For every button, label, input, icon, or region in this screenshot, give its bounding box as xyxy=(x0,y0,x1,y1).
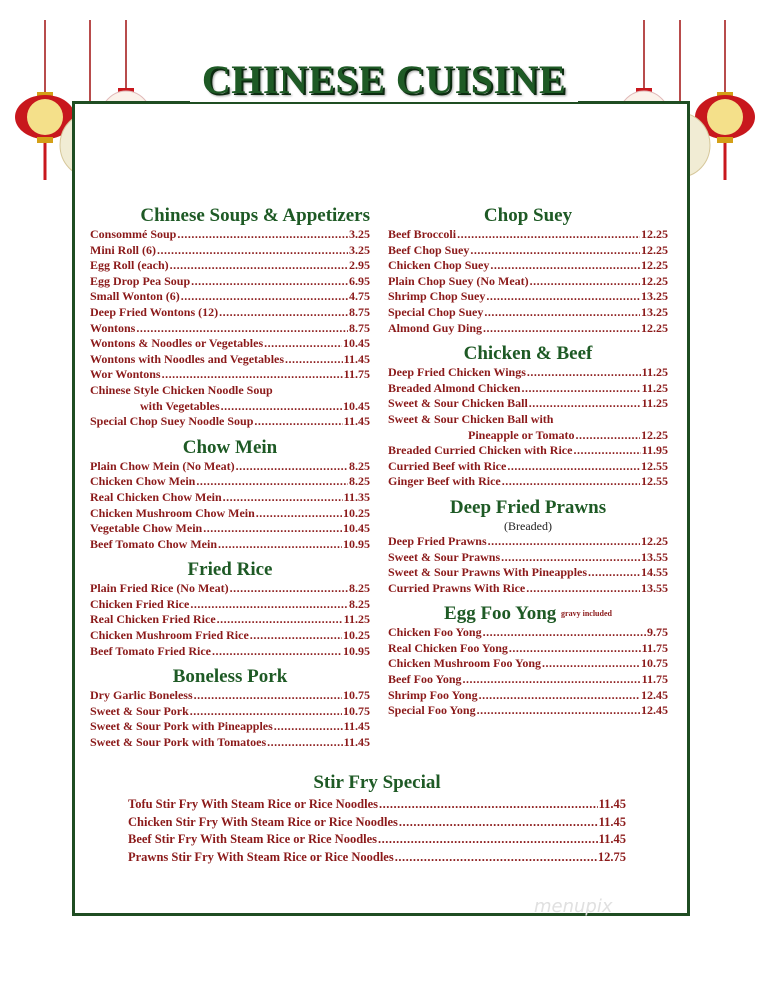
menu-item: Consommé Soup ..... 3.25 xyxy=(90,227,370,243)
menu-item: Chicken Mushroom Fried Rice ..... 10.25 xyxy=(90,628,370,644)
menu-item: Real Chicken Chow Mein ..... 11.35 xyxy=(90,490,370,506)
menu-item: Wor Wontons ..... 11.75 xyxy=(90,367,370,383)
menu-item: Prawns Stir Fry With Steam Rice or Rice Noodles ..... 12.75 xyxy=(128,849,626,867)
menu-item: Chicken Mushroom Foo Yong ..... 10.75 xyxy=(388,656,668,672)
section-heading-soups: Chinese Soups & Appetizers xyxy=(140,205,370,226)
section-heading-pork: Boneless Pork xyxy=(172,666,288,688)
menu-item: Sweet & Sour Prawns ..... 13.55 xyxy=(388,550,668,566)
menu-item: Tofu Stir Fry With Steam Rice or Rice Noodles ..... 11.45 xyxy=(128,796,626,814)
menu-item: Chicken Foo Yong ..... 9.75 xyxy=(388,625,668,641)
menu-item: Ginger Beef with Rice ..... 12.55 xyxy=(388,474,668,490)
foo-yong-note: gravy included xyxy=(561,609,612,619)
menu-item: Beef Broccoli ..... 12.25 xyxy=(388,227,668,243)
menu-item: Deep Fried Chicken Wings ..... 11.25 xyxy=(388,365,668,381)
section-chow-mein xyxy=(90,459,370,553)
menu-item: Curried Beef with Rice ..... 12.55 xyxy=(388,459,668,475)
menu-item: Chicken Chow Mein ..... 8.25 xyxy=(90,474,370,490)
menu-item: Chicken Mushroom Chow Mein ..... 10.25 xyxy=(90,506,370,522)
menu-item: Vegetable Chow Mein ..... 10.45 xyxy=(90,521,370,537)
menu-item: Special Chop Suey ..... 13.25 xyxy=(388,305,668,321)
section-heading-fried-rice: Fried Rice xyxy=(187,559,273,581)
section-heading-chop-suey: Chop Suey xyxy=(483,205,573,226)
menu-item: Egg Roll (each) ..... 2.95 xyxy=(90,258,370,274)
menu-item: with Vegetables ..... 10.45 xyxy=(90,399,370,415)
menu-item: Dry Garlic Boneless ..... 10.75 xyxy=(90,688,370,704)
section-fried-rice xyxy=(90,581,370,659)
menu-item: Breaded Curried Chicken with Rice ..... 11.95 xyxy=(388,443,668,459)
section-subheading-prawns: (Breaded) xyxy=(504,518,552,533)
page-title xyxy=(0,56,768,103)
menu-item: Sweet & Sour Prawns With Pineapples ..... 14.55 xyxy=(388,565,668,581)
watermark: menupix xyxy=(534,896,613,917)
menu-item: Real Chicken Fried Rice ..... 11.25 xyxy=(90,612,370,628)
menu-item: Beef Tomato Fried Rice ..... 10.95 xyxy=(90,644,370,660)
section-prawns xyxy=(388,534,668,596)
menu-item: Sweet & Sour Pork with Tomatoes ..... 11.45 xyxy=(90,735,370,751)
menu-item: Mini Roll (6) ..... 3.25 xyxy=(90,243,370,259)
section-stir-fry xyxy=(128,771,626,866)
section-heading-chow-mein: Chow Mein xyxy=(182,436,278,458)
menu-item: Beef Tomato Chow Mein ..... 10.95 xyxy=(90,537,370,553)
menu-item: Chicken Fried Rice ..... 8.25 xyxy=(90,597,370,613)
menu-item: Egg Drop Pea Soup ..... 6.95 xyxy=(90,274,370,290)
menu-item: Shrimp Chop Suey ..... 13.25 xyxy=(388,289,668,305)
menu-item: Sweet & Sour Chicken Ball ..... 11.25 xyxy=(388,396,668,412)
section-foo-yong xyxy=(388,625,668,719)
section-chop-suey xyxy=(388,227,668,336)
menu-item: Breaded Almond Chicken ..... 11.25 xyxy=(388,381,668,397)
menu-item-continued: Chinese Style Chicken Noodle Soup xyxy=(90,382,273,397)
menu-item: Small Wonton (6) ..... 4.75 xyxy=(90,289,370,305)
menu-item: Deep Fried Wontons (12) ..... 8.75 xyxy=(90,305,370,321)
menu-item: Curried Prawns With Rice ..... 13.55 xyxy=(388,581,668,597)
menu-item: Beef Chop Suey ..... 12.25 xyxy=(388,243,668,259)
section-soups xyxy=(90,227,370,430)
menu-item: Special Foo Yong ..... 12.45 xyxy=(388,703,668,719)
foo-yong-heading-text: Egg Foo Yong xyxy=(444,603,557,625)
section-heading-foo-yong xyxy=(388,602,668,625)
section-chicken-beef xyxy=(388,365,668,490)
menu-item: Deep Fried Prawns ..... 12.25 xyxy=(388,534,668,550)
menu-item: Wontons ..... 8.75 xyxy=(90,321,370,337)
menu-item: Beef Stir Fry With Steam Rice or Rice Noodles ..... 11.45 xyxy=(128,831,626,849)
section-heading-prawns: Deep Fried Prawns xyxy=(449,496,607,518)
right-column xyxy=(388,204,668,719)
menu-item: Sweet & Sour Pork with Pineapples ..... 11.45 xyxy=(90,719,370,735)
section-pork xyxy=(90,688,370,750)
page-title-text: CHINESE CUISINE xyxy=(190,57,578,102)
menu-item: Special Chop Suey Noodle Soup ..... 11.45 xyxy=(90,414,370,430)
menu-item: Chicken Stir Fry With Steam Rice or Rice Noodles ..... 11.45 xyxy=(128,814,626,832)
section-heading-chicken-beef: Chicken & Beef xyxy=(463,343,593,365)
menu-item: Shrimp Foo Yong ..... 12.45 xyxy=(388,688,668,704)
menu-item: Chicken Chop Suey ..... 12.25 xyxy=(388,258,668,274)
section-heading-stir-fry: Stir Fry Special xyxy=(313,772,441,793)
menu-item: Wontons & Noodles or Vegetables ..... 10.45 xyxy=(90,336,370,352)
menu-item: Plain Chow Mein (No Meat) ..... 8.25 xyxy=(90,459,370,475)
menu-item: Plain Fried Rice (No Meat) ..... 8.25 xyxy=(90,581,370,597)
left-column xyxy=(90,204,370,751)
menu-item: Pineapple or Tomato ..... 12.25 xyxy=(388,428,668,444)
menu-item: Beef Foo Yong ..... 11.75 xyxy=(388,672,668,688)
menu-item: Plain Chop Suey (No Meat) ..... 12.25 xyxy=(388,274,668,290)
menu-item: Wontons with Noodles and Vegetables ..... 11.45 xyxy=(90,352,370,368)
menu-item: Real Chicken Foo Yong ..... 11.75 xyxy=(388,641,668,657)
menu-item-continued: Sweet & Sour Chicken Ball with xyxy=(388,411,554,426)
menu-item: Sweet & Sour Pork ..... 10.75 xyxy=(90,704,370,720)
menu-item: Almond Guy Ding ..... 12.25 xyxy=(388,321,668,337)
